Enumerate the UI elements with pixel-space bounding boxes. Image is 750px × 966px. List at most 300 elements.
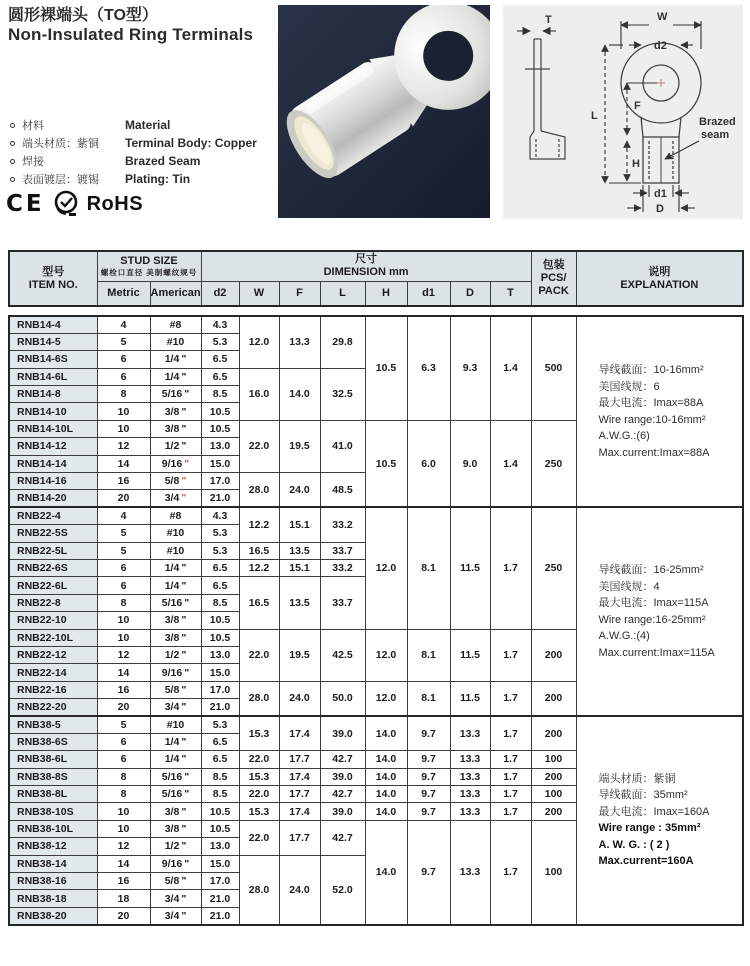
inch-mark: " (181, 805, 187, 818)
col-header-d: D (450, 281, 490, 306)
d2-cell: 5.3 (201, 542, 239, 559)
product-photo (278, 5, 490, 218)
metric-cell: 10 (97, 420, 150, 437)
page-title-zh: 圆形裸端头（TO型） (8, 7, 158, 24)
w-cell: 22.0 (239, 420, 279, 472)
metric-cell: 6 (97, 577, 150, 594)
material-item (8, 170, 257, 188)
pcs-cell: 200 (531, 803, 576, 820)
dim-label-d1: d1 (654, 188, 667, 200)
d-cell: 11.5 (450, 681, 490, 716)
item-no-cell: RNB38-20 (9, 907, 97, 924)
h-cell: 14.0 (365, 751, 407, 768)
material-item (8, 134, 257, 152)
t-cell: 1.7 (490, 786, 531, 803)
d2-cell: 5.3 (201, 525, 239, 542)
brazed-seam-label: Brazed (699, 116, 736, 128)
w-cell: 15.3 (239, 716, 279, 751)
d2-cell: 6.5 (201, 368, 239, 385)
f-cell: 17.7 (279, 820, 320, 855)
d-cell: 13.3 (450, 803, 490, 820)
l-cell: 33.7 (320, 577, 365, 629)
pack-l2: PACK (538, 285, 569, 297)
l-cell: 33.2 (320, 507, 365, 542)
inch-mark: " (181, 649, 187, 662)
metric-cell: 4 (97, 316, 150, 333)
american-cell: 3/8 " (150, 629, 201, 646)
spec-table-body (8, 315, 744, 926)
american-cell: 9/16 " (150, 455, 201, 472)
t-cell: 1.7 (490, 716, 531, 751)
page-header (8, 6, 253, 44)
item-no-cell: RNB38-6L (9, 751, 97, 768)
metric-cell: 6 (97, 351, 150, 368)
d1-cell: 6.0 (407, 420, 450, 507)
l-cell: 48.5 (320, 473, 365, 508)
w-cell: 16.5 (239, 577, 279, 629)
item-no-cell: RNB38-5 (9, 716, 97, 733)
col-header-explanation (576, 251, 743, 306)
d2-cell: 5.3 (201, 333, 239, 350)
metric-cell: 6 (97, 559, 150, 576)
l-cell: 42.7 (320, 751, 365, 768)
item-no-cell: RNB22-6L (9, 577, 97, 594)
pcs-cell: 200 (531, 716, 576, 751)
metric-cell: 12 (97, 438, 150, 455)
pcs-cell: 500 (531, 316, 576, 420)
inch-mark: " (181, 892, 187, 905)
col-header-h: H (365, 281, 407, 306)
explanation-text: 导线截面：16-25mm² 美国线规：4 最大电流：Imax=115A Wire range:16-25mm² A.W.G.:(4) Max.current:Imax=115A (598, 564, 715, 659)
col-header-f: F (279, 281, 320, 306)
explanation-text: 导线截面：10-16mm² 美国线规：6 最大电流：Imax=88A Wire range:10-16mm² A.W.G.:(6) Max.current:Imax=88A (598, 364, 710, 459)
l-cell: 39.0 (320, 803, 365, 820)
dim-label-t: T (545, 14, 552, 26)
col-header-american: American (150, 281, 201, 306)
american-cell: 5/8 " (150, 473, 201, 490)
dim-label-l: L (591, 110, 598, 122)
pcs-cell: 100 (531, 786, 576, 803)
inch-mark: " (181, 840, 187, 853)
d-cell: 13.3 (450, 751, 490, 768)
metric-cell: 5 (97, 333, 150, 350)
d2-cell: 8.5 (201, 386, 239, 403)
metric-cell: 18 (97, 890, 150, 907)
item-no-cell: RNB38-14 (9, 855, 97, 872)
f-cell: 17.4 (279, 768, 320, 785)
d2-cell: 17.0 (201, 473, 239, 490)
col-header-metric: Metric (97, 281, 150, 306)
explanation-cell (576, 316, 743, 507)
spec-table-section (8, 250, 742, 926)
d2-cell: 21.0 (201, 907, 239, 924)
metric-cell: 4 (97, 507, 150, 524)
inch-mark: " (181, 405, 187, 418)
metric-cell: 10 (97, 403, 150, 420)
d1-cell: 9.7 (407, 716, 450, 751)
item-no-cell: RNB38-18 (9, 890, 97, 907)
metric-cell: 14 (97, 855, 150, 872)
d2-cell: 10.5 (201, 820, 239, 837)
w-cell: 15.3 (239, 803, 279, 820)
d2-cell: 10.5 (201, 403, 239, 420)
item-no-cell: RNB38-8L (9, 786, 97, 803)
american-cell: 5/16 " (150, 768, 201, 785)
d-cell: 9.0 (450, 420, 490, 507)
american-cell: 3/8 " (150, 803, 201, 820)
d1-cell: 9.7 (407, 820, 450, 924)
pcs-cell: 100 (531, 751, 576, 768)
col-header-item-no (9, 251, 97, 306)
d2-cell: 6.5 (201, 733, 239, 750)
l-cell: 39.0 (320, 716, 365, 751)
item-no-cell: RNB14-6S (9, 351, 97, 368)
d1-cell: 9.7 (407, 751, 450, 768)
stud-size-en: STUD SIZE (120, 255, 178, 268)
american-cell: 5/8 " (150, 873, 201, 890)
inch-mark: " (184, 388, 190, 401)
f-cell: 13.5 (279, 577, 320, 629)
explanation-en: EXPLANATION (620, 278, 699, 291)
f-cell: 24.0 (279, 681, 320, 716)
item-no-en: ITEM NO. (28, 278, 78, 291)
inch-mark: " (184, 457, 190, 470)
l-cell: 52.0 (320, 855, 365, 925)
d2-cell: 4.3 (201, 507, 239, 524)
t-cell: 1.7 (490, 629, 531, 681)
d2-cell: 13.0 (201, 438, 239, 455)
item-no-cell: RNB22-5L (9, 542, 97, 559)
d2-cell: 6.5 (201, 351, 239, 368)
american-cell: #10 (150, 525, 201, 542)
american-cell: 9/16 " (150, 664, 201, 681)
american-cell: 1/4 " (150, 733, 201, 750)
metric-cell: 12 (97, 838, 150, 855)
d1-cell: 9.7 (407, 768, 450, 785)
pack-l1: PCS/ (540, 272, 567, 284)
american-cell: 1/4 " (150, 559, 201, 576)
american-cell: 1/4 " (150, 577, 201, 594)
american-cell: 1/2 " (150, 438, 201, 455)
w-cell: 28.0 (239, 681, 279, 716)
inch-mark: " (181, 736, 187, 749)
d2-cell: 8.5 (201, 786, 239, 803)
f-cell: 15.1 (279, 559, 320, 576)
inch-mark: " (181, 631, 187, 644)
inch-mark: " (181, 701, 187, 714)
material-en: Plating: Tin (125, 172, 191, 186)
metric-cell: 8 (97, 786, 150, 803)
w-cell: 28.0 (239, 473, 279, 508)
d2-cell: 10.5 (201, 803, 239, 820)
dim-label-f: F (634, 100, 641, 112)
american-cell: 5/16 " (150, 594, 201, 611)
explanation-text: 端头材质：紫铜 导线截面：35mm² 最大电流：Imax=160A Wire range : 35mm² A. W. G. : ( 2 ) Max.current=160A (598, 772, 710, 868)
d2-cell: 13.0 (201, 838, 239, 855)
w-cell: 16.5 (239, 542, 279, 559)
american-cell: #8 (150, 316, 201, 333)
inch-mark: " (181, 614, 187, 627)
pcs-cell: 200 (531, 681, 576, 716)
pcs-cell: 100 (531, 820, 576, 924)
f-cell: 24.0 (279, 855, 320, 925)
item-no-cell: RNB22-5S (9, 525, 97, 542)
col-header-d1: d1 (407, 281, 450, 306)
inch-mark: " (181, 875, 187, 888)
inch-mark: " (181, 423, 187, 436)
item-no-cell: RNB22-8 (9, 594, 97, 611)
l-cell: 39.0 (320, 768, 365, 785)
certification-icon (53, 190, 79, 218)
material-zh: 焊接 (22, 156, 44, 168)
american-cell: 3/8 " (150, 403, 201, 420)
f-cell: 17.7 (279, 786, 320, 803)
item-no-cell: RNB14-4 (9, 316, 97, 333)
d2-cell: 17.0 (201, 873, 239, 890)
american-cell: 1/4 " (150, 368, 201, 385)
d1-cell: 9.7 (407, 786, 450, 803)
h-cell: 10.5 (365, 420, 407, 507)
dim-label-d: D (656, 203, 664, 215)
d2-cell: 4.3 (201, 316, 239, 333)
certification-row (6, 190, 143, 218)
inch-mark: " (184, 666, 190, 679)
brazed-seam-label2: seam (701, 129, 730, 141)
metric-cell: 14 (97, 455, 150, 472)
item-no-zh: 型号 (42, 265, 65, 278)
col-header-pack (531, 251, 576, 306)
explanation-cell (576, 716, 743, 925)
t-cell: 1.4 (490, 420, 531, 507)
f-cell: 13.3 (279, 316, 320, 368)
d2-cell: 21.0 (201, 890, 239, 907)
american-cell: 3/4 " (150, 907, 201, 924)
american-cell: 1/2 " (150, 646, 201, 663)
material-en: Brazed Seam (125, 154, 201, 168)
metric-cell: 20 (97, 699, 150, 716)
american-cell: 3/4 " (150, 490, 201, 507)
inch-mark: " (181, 579, 187, 592)
d2-cell: 15.0 (201, 455, 239, 472)
f-cell: 24.0 (279, 473, 320, 508)
american-cell: #10 (150, 542, 201, 559)
d-cell: 11.5 (450, 629, 490, 681)
dim-label-w: W (657, 11, 668, 23)
d2-cell: 15.0 (201, 664, 239, 681)
american-cell: 5/8 " (150, 681, 201, 698)
d2-cell: 10.5 (201, 420, 239, 437)
dimension-en: DIMENSION mm (323, 266, 409, 279)
metric-cell: 12 (97, 646, 150, 663)
pcs-cell: 200 (531, 629, 576, 681)
metric-cell: 10 (97, 612, 150, 629)
inch-mark: " (181, 492, 187, 505)
item-no-cell: RNB38-8S (9, 768, 97, 785)
american-cell: 3/8 " (150, 820, 201, 837)
t-cell: 1.7 (490, 768, 531, 785)
american-cell: 5/16 " (150, 786, 201, 803)
item-no-cell: RNB22-6S (9, 559, 97, 576)
l-cell: 33.2 (320, 559, 365, 576)
table-row (9, 316, 743, 333)
metric-cell: 16 (97, 681, 150, 698)
t-cell: 1.7 (490, 803, 531, 820)
inch-mark: " (184, 770, 190, 783)
f-cell: 17.4 (279, 716, 320, 751)
inch-mark: " (181, 909, 187, 922)
w-cell: 22.0 (239, 629, 279, 681)
metric-cell: 5 (97, 716, 150, 733)
col-header-d2: d2 (201, 281, 239, 306)
pcs-cell: 250 (531, 420, 576, 507)
l-cell: 29.8 (320, 316, 365, 368)
metric-cell: 10 (97, 629, 150, 646)
american-cell: #10 (150, 333, 201, 350)
d1-cell: 6.3 (407, 316, 450, 420)
t-cell: 1.4 (490, 316, 531, 420)
dim-label-h: H (632, 158, 640, 170)
d2-cell: 10.5 (201, 612, 239, 629)
item-no-cell: RNB38-10S (9, 803, 97, 820)
american-cell: 3/8 " (150, 612, 201, 629)
ce-mark-icon: CE (6, 191, 45, 217)
h-cell: 14.0 (365, 786, 407, 803)
d-cell: 11.5 (450, 507, 490, 629)
inch-mark: " (181, 475, 187, 488)
dimension-zh: 尺寸 (355, 253, 378, 266)
l-cell: 42.7 (320, 786, 365, 803)
dimension-diagram (503, 5, 743, 219)
w-cell: 22.0 (239, 820, 279, 855)
l-cell: 41.0 (320, 420, 365, 472)
item-no-cell: RNB22-14 (9, 664, 97, 681)
t-cell: 1.7 (490, 507, 531, 629)
d2-cell: 8.5 (201, 768, 239, 785)
item-no-cell: RNB14-16 (9, 473, 97, 490)
item-no-cell: RNB38-6S (9, 733, 97, 750)
metric-cell: 5 (97, 542, 150, 559)
inch-mark: " (184, 596, 190, 609)
metric-cell: 8 (97, 386, 150, 403)
w-cell: 22.0 (239, 751, 279, 768)
explanation-cell (576, 507, 743, 716)
d1-cell: 8.1 (407, 629, 450, 681)
metric-cell: 14 (97, 664, 150, 681)
d2-cell: 6.5 (201, 559, 239, 576)
col-header-l: L (320, 281, 365, 306)
col-header-t: T (490, 281, 531, 306)
material-zh: 表面镀层：镀锡 (22, 174, 99, 186)
material-item (8, 152, 257, 170)
explanation-zh: 说明 (648, 265, 671, 278)
d-cell: 9.3 (450, 316, 490, 420)
d-cell: 13.3 (450, 786, 490, 803)
col-header-dimension (201, 251, 531, 281)
h-cell: 12.0 (365, 681, 407, 716)
inch-mark: " (181, 370, 187, 383)
item-no-cell: RNB22-20 (9, 699, 97, 716)
item-no-cell: RNB14-14 (9, 455, 97, 472)
american-cell: #10 (150, 716, 201, 733)
metric-cell: 16 (97, 873, 150, 890)
w-cell: 12.2 (239, 507, 279, 542)
american-cell: 3/4 " (150, 890, 201, 907)
metric-cell: 16 (97, 473, 150, 490)
american-cell: 3/8 " (150, 420, 201, 437)
d2-cell: 6.5 (201, 577, 239, 594)
d2-cell: 15.0 (201, 855, 239, 872)
l-cell: 42.5 (320, 629, 365, 681)
bullet-icon (10, 141, 15, 146)
h-cell: 14.0 (365, 716, 407, 751)
material-item (8, 116, 257, 134)
f-cell: 17.7 (279, 751, 320, 768)
h-cell: 12.0 (365, 629, 407, 681)
inch-mark: " (181, 562, 187, 575)
table-row (9, 716, 743, 733)
material-en: Material (125, 118, 171, 132)
inch-mark: " (184, 857, 190, 870)
metric-cell: 20 (97, 490, 150, 507)
dim-label-d2: d2 (654, 40, 667, 52)
item-no-cell: RNB22-4 (9, 507, 97, 524)
american-cell: 9/16 " (150, 855, 201, 872)
item-no-cell: RNB38-10L (9, 820, 97, 837)
inch-mark: " (181, 440, 187, 453)
metric-cell: 10 (97, 803, 150, 820)
d1-cell: 8.1 (407, 507, 450, 629)
f-cell: 13.5 (279, 542, 320, 559)
item-no-cell: RNB22-10L (9, 629, 97, 646)
h-cell: 14.0 (365, 820, 407, 924)
ring-terminal-image (278, 5, 490, 218)
inch-mark: " (181, 353, 187, 366)
metric-cell: 6 (97, 751, 150, 768)
pcs-cell: 250 (531, 507, 576, 629)
american-cell: 1/2 " (150, 838, 201, 855)
pack-zh: 包装 (542, 259, 565, 271)
w-cell: 12.0 (239, 316, 279, 368)
inch-mark: " (181, 823, 187, 836)
col-header-w: W (239, 281, 279, 306)
item-no-cell: RNB22-16 (9, 681, 97, 698)
bullet-icon (10, 159, 15, 164)
d2-cell: 5.3 (201, 716, 239, 733)
item-no-cell: RNB38-16 (9, 873, 97, 890)
d2-cell: 13.0 (201, 646, 239, 663)
d2-cell: 21.0 (201, 699, 239, 716)
stud-size-zh: 螺栓口直径 美制螺纹规号 (100, 268, 198, 278)
american-cell: 1/4 " (150, 351, 201, 368)
metric-cell: 6 (97, 733, 150, 750)
item-no-cell: RNB14-12 (9, 438, 97, 455)
l-cell: 42.7 (320, 820, 365, 855)
metric-cell: 10 (97, 820, 150, 837)
l-cell: 32.5 (320, 368, 365, 420)
item-no-cell: RNB14-20 (9, 490, 97, 507)
w-cell: 15.3 (239, 768, 279, 785)
h-cell: 14.0 (365, 768, 407, 785)
american-cell: 5/16 " (150, 386, 201, 403)
inch-mark: " (181, 753, 187, 766)
item-no-cell: RNB14-6L (9, 368, 97, 385)
d1-cell: 8.1 (407, 681, 450, 716)
w-cell: 12.2 (239, 559, 279, 576)
pcs-cell: 200 (531, 768, 576, 785)
d-cell: 13.3 (450, 716, 490, 751)
w-cell: 22.0 (239, 786, 279, 803)
metric-cell: 8 (97, 768, 150, 785)
